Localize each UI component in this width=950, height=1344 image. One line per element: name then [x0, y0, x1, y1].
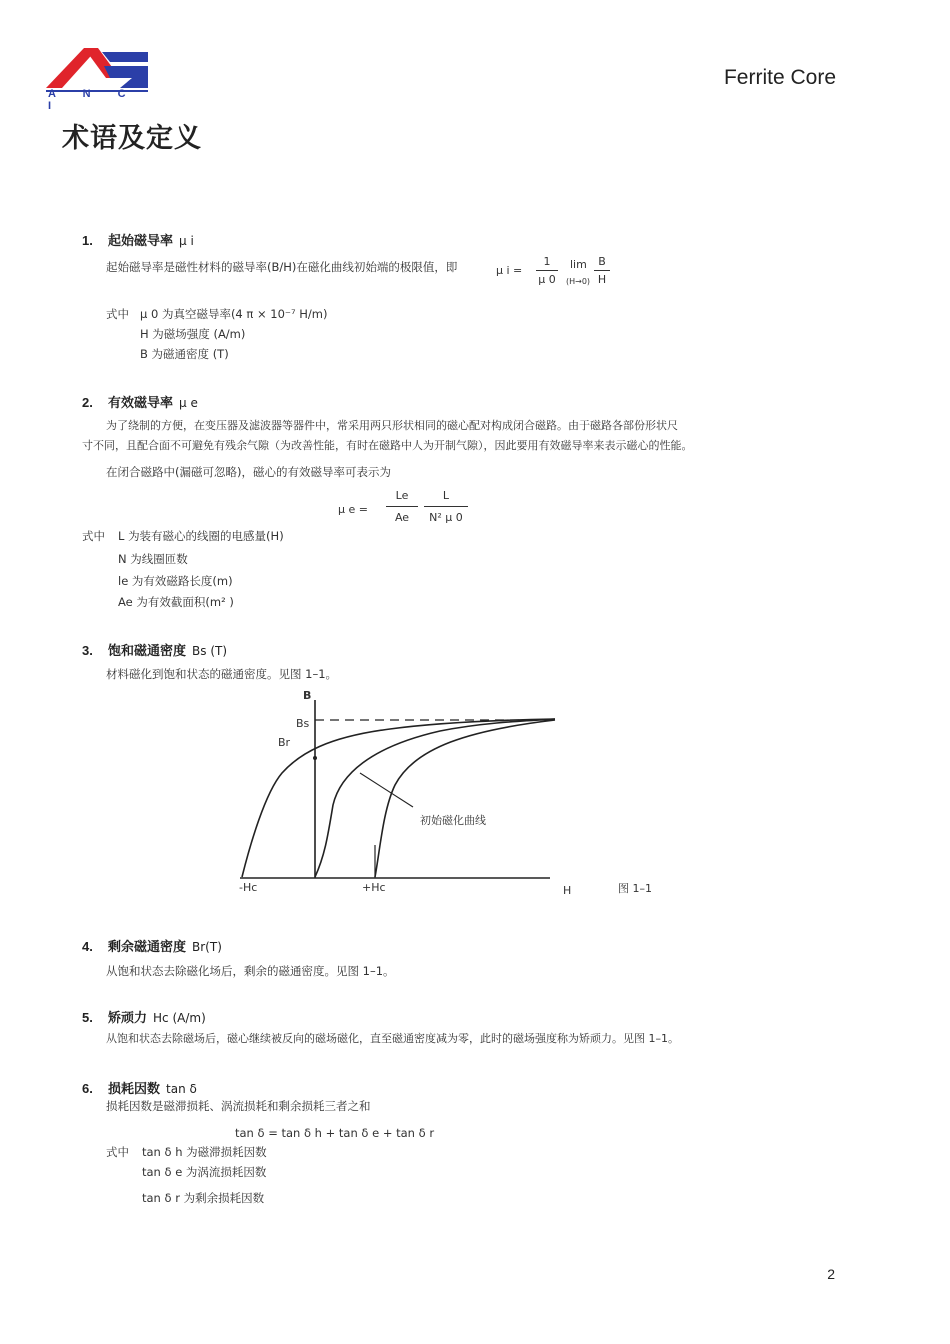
- loss-formula: tan δ = tan δ h + tan δ e + tan δ r: [235, 1126, 435, 1140]
- section-2-para: 在闭合磁路中(漏磁可忽略)，磁心的有效磁导率可表示为: [106, 465, 391, 479]
- fraction-bar: [536, 270, 558, 271]
- formula-fraction: [386, 489, 418, 524]
- section-title: 饱和磁通密度: [108, 644, 187, 659]
- section-title: 有效磁导率: [108, 396, 174, 411]
- section-title: 起始磁导率: [108, 234, 174, 249]
- formula-fraction: [536, 255, 558, 286]
- numerator: 1: [543, 255, 551, 268]
- section-5-heading: [82, 1007, 206, 1026]
- section-3-heading: [82, 640, 227, 659]
- section-4-heading: [82, 936, 222, 955]
- section-symbol: μ i: [179, 234, 194, 248]
- fraction-bar: [386, 506, 418, 507]
- variable-def: le 为有效磁路长度(m): [118, 574, 233, 588]
- section-5-desc: 从饱和状态去除磁场后，磁心继续被反向的磁场磁化，直至磁通密度减为零，此时的磁场强度称为矫顽力。见图 1–1。: [106, 1032, 679, 1045]
- section-2-para: 寸不同，且配合面不可避免有残余气隙（为改善性能，有时在磁路中人为开制气隙），因此要用有效磁导率来表示磁心的性能。: [82, 439, 693, 452]
- fraction-bar: [424, 506, 468, 507]
- section-number: 1.: [82, 233, 93, 248]
- section-symbol: Bs (T): [192, 644, 228, 658]
- section-3-desc: 材料磁化到饱和状态的磁通密度。见图 1–1。: [106, 667, 338, 681]
- denominator: μ 0: [538, 273, 556, 286]
- section-number: 5.: [82, 1010, 93, 1025]
- figure-caption: 图 1–1: [618, 882, 652, 895]
- section-symbol: tan δ: [166, 1082, 197, 1096]
- section-title: 损耗因数: [108, 1082, 161, 1097]
- section-number: 4.: [82, 939, 93, 954]
- section-title: 剩余磁通密度: [108, 940, 187, 955]
- where-label: 式中: [106, 307, 129, 321]
- section-symbol: Br(T): [192, 940, 222, 954]
- logo-text: A N C I: [48, 88, 138, 112]
- variable-def: Ae 为有效截面积(m² ): [118, 595, 234, 609]
- variable-def: N 为线圈匝数: [118, 552, 188, 566]
- br-point: [313, 756, 317, 760]
- bh-curve-figure: [230, 685, 570, 900]
- limit-operator: lim: [570, 258, 587, 271]
- formula-lhs: μ e =: [338, 503, 368, 516]
- variable-def: tan δ r 为剩余损耗因数: [142, 1191, 265, 1205]
- page-title: 术语及定义: [62, 123, 202, 154]
- section-symbol: Hc (A/m): [153, 1011, 206, 1025]
- section-number: 3.: [82, 643, 93, 658]
- section-1-desc: 起始磁导率是磁性材料的磁导率(B/H)在磁化曲线初始端的极限值，即: [106, 260, 458, 274]
- fraction-bar: [594, 270, 610, 271]
- limit-subscript: (H→0): [566, 277, 591, 286]
- initial-magnetization-curve: [315, 719, 555, 877]
- axis-label-h: H: [563, 884, 572, 897]
- axis-label-b: B: [303, 689, 312, 702]
- variable-def: L 为装有磁心的线圈的电感量(H): [118, 529, 284, 543]
- numerator: Le: [395, 489, 409, 502]
- formula-lhs: μ i =: [496, 264, 523, 277]
- formula-fraction: [424, 489, 468, 524]
- curve-label: 初始磁化曲线: [420, 814, 486, 827]
- label-pos-hc: +Hc: [362, 881, 386, 894]
- denominator: Ae: [394, 511, 410, 524]
- variable-def: B 为磁通密度 (T): [140, 347, 229, 361]
- section-number: 6.: [82, 1081, 93, 1096]
- variable-def: μ 0 为真空磁导率(4 π × 10⁻⁷ H/m): [140, 307, 328, 321]
- section-6-desc: 损耗因数是磁滞损耗、涡流损耗和剩余损耗三者之和: [106, 1099, 371, 1113]
- section-2-heading: [82, 392, 198, 411]
- section-symbol: μ e: [179, 396, 198, 410]
- variable-def: tan δ h 为磁滞损耗因数: [142, 1145, 267, 1159]
- formula-fraction: [594, 255, 610, 286]
- section-1-heading: [82, 230, 194, 249]
- numerator: L: [442, 489, 450, 502]
- section-2-para: 为了绕制的方便，在变压器及滤波器等器件中，常采用两只形状相同的磁心配对构成闭合磁路。由于磁路各部份形状尺: [106, 419, 678, 432]
- variable-def: H 为磁场强度 (A/m): [140, 327, 246, 341]
- section-4-desc: 从饱和状态去除磁化场后，剩余的磁通密度。见图 1–1。: [106, 964, 395, 978]
- leader-line: [360, 773, 413, 807]
- where-label: 式中: [106, 1145, 129, 1159]
- brand-name: Ferrite Core: [723, 66, 836, 89]
- label-neg-hc: -Hc: [239, 881, 258, 894]
- denominator: N² μ 0: [429, 511, 463, 524]
- section-title: 矫顽力: [108, 1011, 148, 1026]
- denominator: H: [597, 273, 607, 286]
- label-br: Br: [278, 736, 291, 749]
- numerator: B: [598, 255, 606, 268]
- where-label: 式中: [82, 529, 105, 543]
- label-bs: Bs: [296, 717, 310, 730]
- section-6-heading: [82, 1078, 197, 1097]
- section-number: 2.: [82, 395, 93, 410]
- variable-def: tan δ e 为涡流损耗因数: [142, 1165, 267, 1179]
- hysteresis-lower-branch: [375, 720, 555, 877]
- page-number: 2: [827, 1266, 835, 1282]
